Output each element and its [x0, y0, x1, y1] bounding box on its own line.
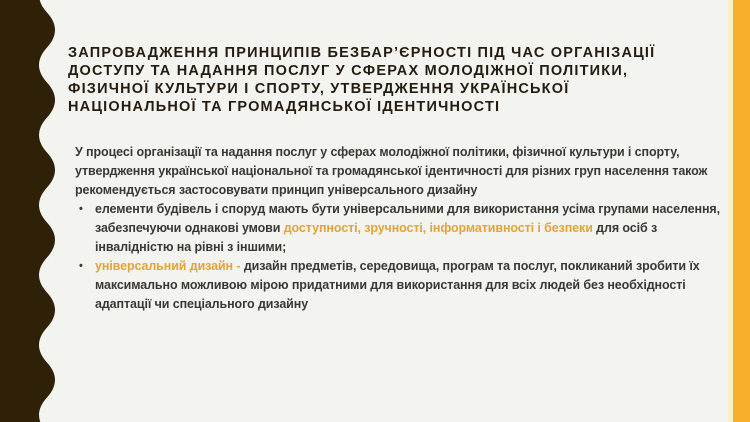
bullet-text: елементи будівель і споруд мають бути універсальними для використання усіма групами населення, забезпечуючи однакові умови: [95, 202, 720, 235]
bullet-highlight-text: доступності, зручності, інформативності і безпеки: [283, 221, 593, 235]
bullet-item: [75, 200, 721, 257]
bullet-text: для осіб з інвалідністю на рівні з іншими;: [95, 221, 658, 254]
right-orange-strip: [733, 0, 750, 422]
slide-title-line: ДОСТУПУ ТА НАДАННЯ ПОСЛУГ У СФЕРАХ МОЛОДІЖНОЇ ПОЛІТИКИ,: [68, 63, 629, 79]
bullet-item: [75, 257, 721, 314]
bullet-text: дизайн предметів, середовища, програм та послуг, покликаний зробити їх максимально можливою мірою придатними для використання для всіх людей без необхідності адаптації чи спеціального дизайну: [95, 259, 700, 311]
bullet-marker: •: [79, 260, 83, 272]
slide-title-line: ЗАПРОВАДЖЕННЯ ПРИНЦИПІВ БЕЗБАР’ЄРНОСТІ ПІД ЧАС ОРГАНІЗАЦІЇ: [68, 45, 656, 61]
slide-title-line: НАЦІОНАЛЬНОЇ ТА ГРОМАДЯНСЬКОЇ ІДЕНТИЧНОСТІ: [68, 99, 501, 115]
slide-title-line: ФІЗИЧНОЇ КУЛЬТУРИ І СПОРТУ, УТВЕРДЖЕННЯ УКРАЇНСЬКОЇ: [68, 81, 570, 97]
slide-body: [75, 143, 721, 314]
slide-title: [68, 44, 710, 116]
bullet-marker: •: [79, 203, 83, 215]
bullet-list: [75, 200, 721, 314]
bullet-highlight-text: універсальний дизайн -: [95, 259, 244, 273]
intro-paragraph: У процесі організації та надання послуг у сферах молодіжної політики, фізичної культури і спорту, утвердження української національної та громадянської ідентичності для різних груп населення також рекомендується застосовувати принцип універсального дизайну: [75, 145, 708, 197]
